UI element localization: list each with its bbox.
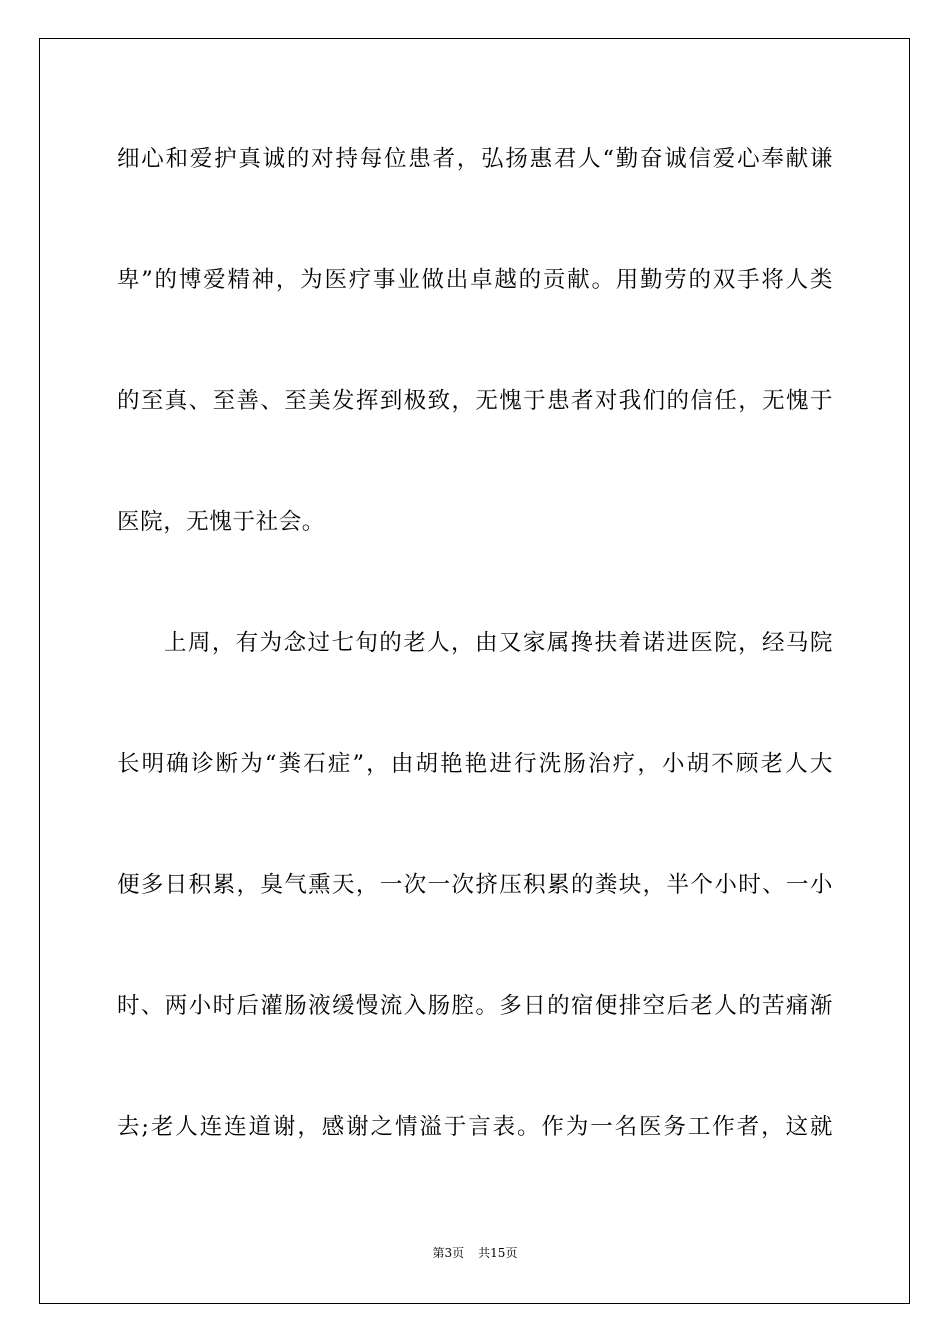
- text-line: 长明确诊断为“粪石症”，由胡艳艳进行洗肠治疗，小胡不顾老人大: [117, 751, 833, 777]
- text-line: 卑”的博爱精神，为医疗事业做出卓越的贡献。用勤劳的双手将人类: [117, 267, 833, 293]
- text-line: 上周，有为念过七旬的老人，由又家属搀扶着诺进医院，经马院: [164, 630, 833, 656]
- text-line: 医院，无愧于社会。: [117, 509, 325, 535]
- document-body: [117, 120, 833, 1209]
- text-line: 细心和爱护真诚的对持每位患者，弘扬惠君人“勤奋诚信爱心奉献谦: [117, 146, 833, 172]
- text-line: 便多日积累，臭气熏天，一次一次挤压积累的粪块，半个小时、一小: [117, 872, 833, 898]
- text-line: 的至真、至善、至美发挥到极致，无愧于患者对我们的信任，无愧于: [117, 388, 833, 414]
- page-number: 第3页: [432, 1246, 465, 1260]
- text-line: 时、两小时后灌肠液缓慢流入肠腔。多日的宿便排空后老人的苦痛渐: [117, 993, 833, 1019]
- page-total: 共15页: [478, 1246, 518, 1260]
- page-footer: [0, 1245, 950, 1261]
- text-line: 去;老人连连道谢，感谢之情溢于言表。作为一名医务工作者，这就: [117, 1114, 833, 1140]
